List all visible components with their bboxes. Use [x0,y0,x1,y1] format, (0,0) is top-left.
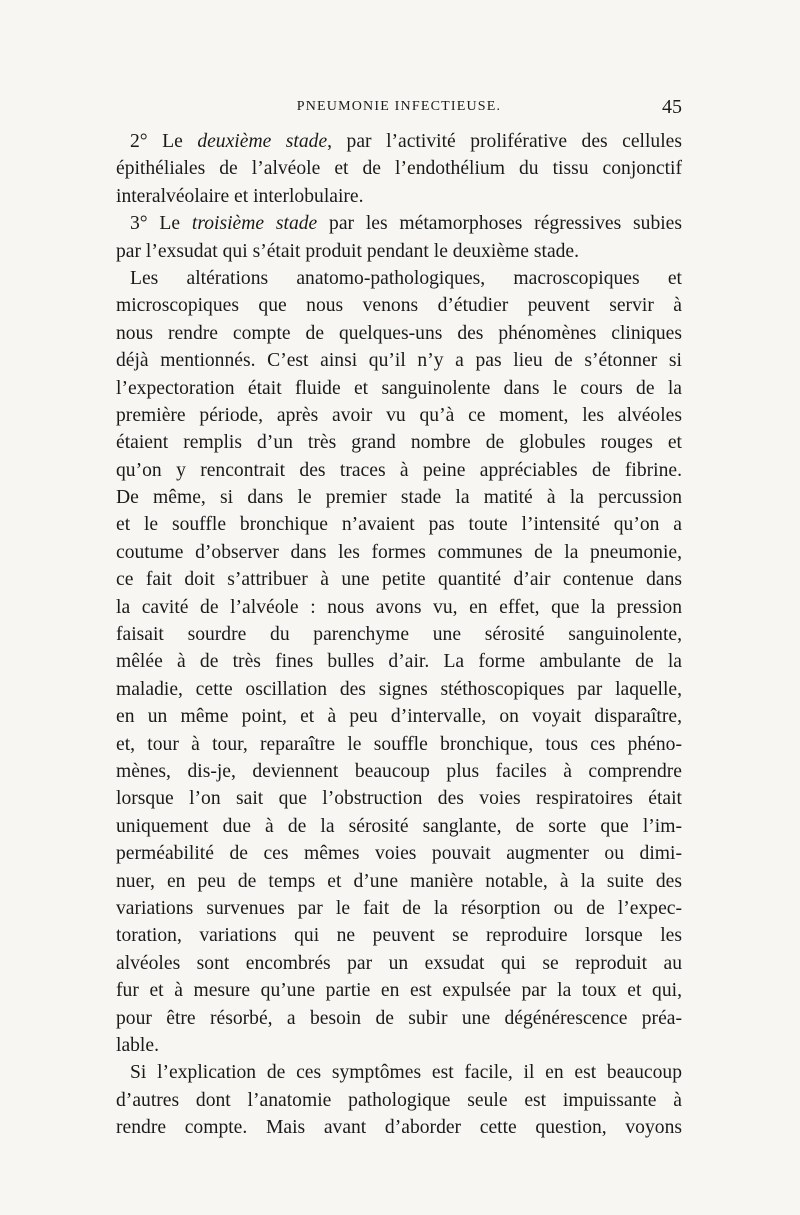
text-run: l’expectoration était fluide et sanguinolente dans le cours de la [116,377,682,399]
text-line [116,1059,682,1086]
text-run: faisait sourdre du parenchyme une sérosité sanguinolente, [116,624,682,646]
text-run: De même, si dans le premier stade la matité à la percussion [116,487,682,509]
text-line [116,868,682,895]
text-run: d’autres dont l’anatomie pathologique seule est impuissante à [116,1089,682,1111]
text-run: 2° Le [130,131,198,152]
text-line [116,566,682,593]
text-run: coutume d’observer dans les formes communes de la pneumonie, [116,541,682,563]
text-run: microscopiques que nous venons d’étudier peuvent servir à [116,295,682,317]
text-line [116,210,682,237]
text-line [116,676,682,703]
text-line [116,457,682,484]
running-head [116,95,682,119]
text-run: lable. [116,1034,159,1056]
text-line [116,539,682,566]
text-run: variations survenues par le fait de la résorption ou de l’expec- [116,897,682,919]
text-run: interalvéolaire et interlobulaire. [116,185,364,207]
text-line [116,347,682,374]
text-run: lorsque l’on sait que l’obstruction des voies respiratoires était [116,788,682,810]
text-run: en un même point, et à peu d’intervalle, on voyait disparaître, [116,706,682,728]
text-line [116,484,682,511]
running-title: PNEUMONIE INFECTIEUSE. [296,99,502,114]
text-line [116,785,682,812]
text-line [116,238,682,265]
text-line [116,703,682,730]
text-line [116,1032,682,1059]
text-line [116,292,682,319]
text-run: et le souffle bronchique n’avaient pas toute l’intensité qu’on a [116,514,682,536]
text-line [116,128,682,155]
text-line [116,265,682,292]
text-line [116,429,682,456]
text-run: par l’exsudat qui s’était produit pendant le deuxième stade. [116,240,580,262]
text-run: 3° Le [130,213,192,235]
text-run: uniquement due à de la sérosité sanglante, de sorte que l’im- [116,815,682,837]
text-line [116,648,682,675]
text-run: qu’on y rencontrait des traces à peine appréciables de fibrine. [116,459,682,481]
text-run: par les métamorphoses régressives subies [317,213,682,235]
text-run: rendre compte. Mais avant d’aborder cette question, voyons [116,1117,682,1139]
text-line [116,320,682,347]
text-line [116,1005,682,1032]
body-text [116,128,682,1141]
text-line [116,895,682,922]
text-line [116,1114,682,1141]
text-line [116,840,682,867]
text-run: déjà mentionnés. C’est ainsi qu’il n’y a pas lieu de s’étonner si [116,350,682,372]
text-line [116,621,682,648]
text-line [116,731,682,758]
text-run: épithéliales de l’alvéole et de l’endothélium du tissu conjonctif [116,158,682,180]
text-run: toration, variations qui ne peuvent se reproduire lorsque les [116,925,682,947]
text-run: étaient remplis d’un très grand nombre de globules rouges et [116,432,682,454]
text-line [116,375,682,402]
text-run: mènes, dis-je, deviennent beaucoup plus faciles à comprendre [116,760,682,782]
text-run: la cavité de l’alvéole : nous avons vu, en effet, que la pression [116,596,682,618]
text-run: , par l’activité proliférative des cellules [327,131,682,152]
text-run: pour être résorbé, a besoin de subir une dégénérescence préa- [116,1007,682,1029]
text-line [116,950,682,977]
text-run: Si l’explication de ces symptômes est facile, il en est beaucoup [130,1062,682,1084]
text-line [116,511,682,538]
text-run: ce fait doit s’attribuer à une petite quantité d’air contenue dans [116,569,682,591]
text-run: nous rendre compte de quelques-uns des phénomènes cliniques [116,322,682,344]
text-line [116,183,682,210]
page-number: 45 [662,96,682,118]
text-run: et, tour à tour, reparaître le souffle bronchique, tous ces phéno- [116,733,682,755]
text-run: nuer, en peu de temps et d’une manière notable, à la suite des [116,870,682,892]
text-line [116,922,682,949]
text-run: maladie, cette oscillation des signes stéthoscopiques par laquelle, [116,678,682,700]
text-line [116,402,682,429]
text-line [116,977,682,1004]
text-run: première période, après avoir vu qu’à ce moment, les alvéoles [116,404,682,426]
text-line [116,758,682,785]
text-run: mêlée à de très fines bulles d’air. La forme ambulante de la [116,651,682,673]
text-line [116,1087,682,1114]
italic-term: deuxième stade [197,131,328,152]
text-run: Les altérations anatomo-pathologiques, macroscopiques et [130,267,682,289]
text-run: fur et à mesure qu’une partie en est expulsée par la toux et qui, [116,980,682,1002]
text-run: alvéoles sont encombrés par un exsudat qui se reproduit au [116,952,682,974]
text-line [116,594,682,621]
text-line [116,155,682,182]
text-line [116,813,682,840]
italic-term: troisième stade [191,213,318,235]
text-run: perméabilité de ces mêmes voies pouvait augmenter ou dimi- [116,843,682,865]
